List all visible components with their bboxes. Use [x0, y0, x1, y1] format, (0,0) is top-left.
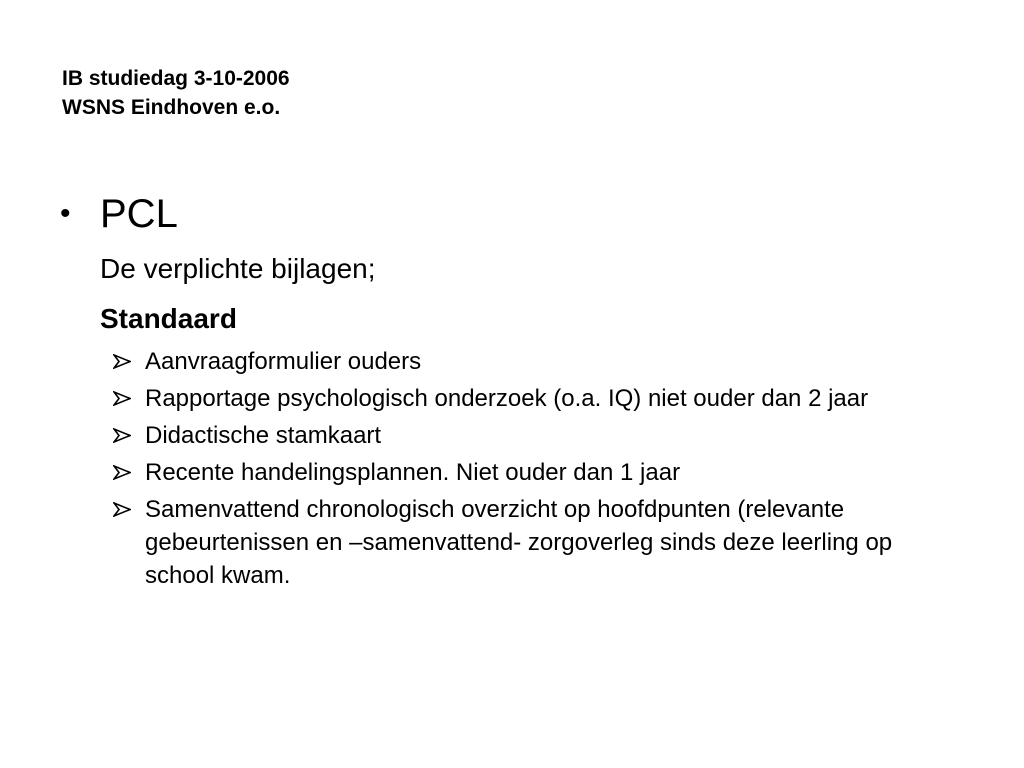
- list-item-text: Rapportage psychologisch onderzoek (o.a. IQ) niet ouder dan 2 jaar: [145, 385, 869, 412]
- list-item-text: Samenvattend chronologisch overzicht op hoofdpunten (relevante gebeurtenissen en –samenvattend- zorgoverleg sinds deze leerling op school kwam.: [145, 496, 893, 589]
- arrow-bullet-icon: [113, 354, 131, 369]
- slide-title: [62, 64, 290, 122]
- bullet-dot-icon: •: [60, 197, 71, 230]
- title-line-date: IB studiedag 3-10-2006: [62, 67, 290, 90]
- list-item: [113, 493, 913, 592]
- list-item: [113, 382, 913, 415]
- arrow-bullet-icon: [113, 502, 131, 517]
- title-line-organization: WSNS Eindhoven e.o.: [62, 96, 281, 119]
- arrow-bullet-icon: [113, 428, 131, 443]
- list-item-text: Didactische stamkaart: [145, 422, 382, 449]
- arrow-bullet-icon: [113, 465, 131, 480]
- section-heading: PCL: [100, 192, 178, 236]
- attachments-list: [113, 345, 913, 596]
- list-item-text: Aanvraagformulier ouders: [145, 348, 422, 375]
- list-item: [113, 456, 913, 489]
- standard-label: Standaard: [100, 303, 237, 334]
- list-item: [113, 419, 913, 452]
- list-item: [113, 345, 913, 378]
- arrow-bullet-icon: [113, 391, 131, 406]
- attachments-subtitle: De verplichte bijlagen;: [100, 253, 376, 284]
- list-item-text: Recente handelingsplannen. Niet ouder dan 1 jaar: [145, 459, 681, 486]
